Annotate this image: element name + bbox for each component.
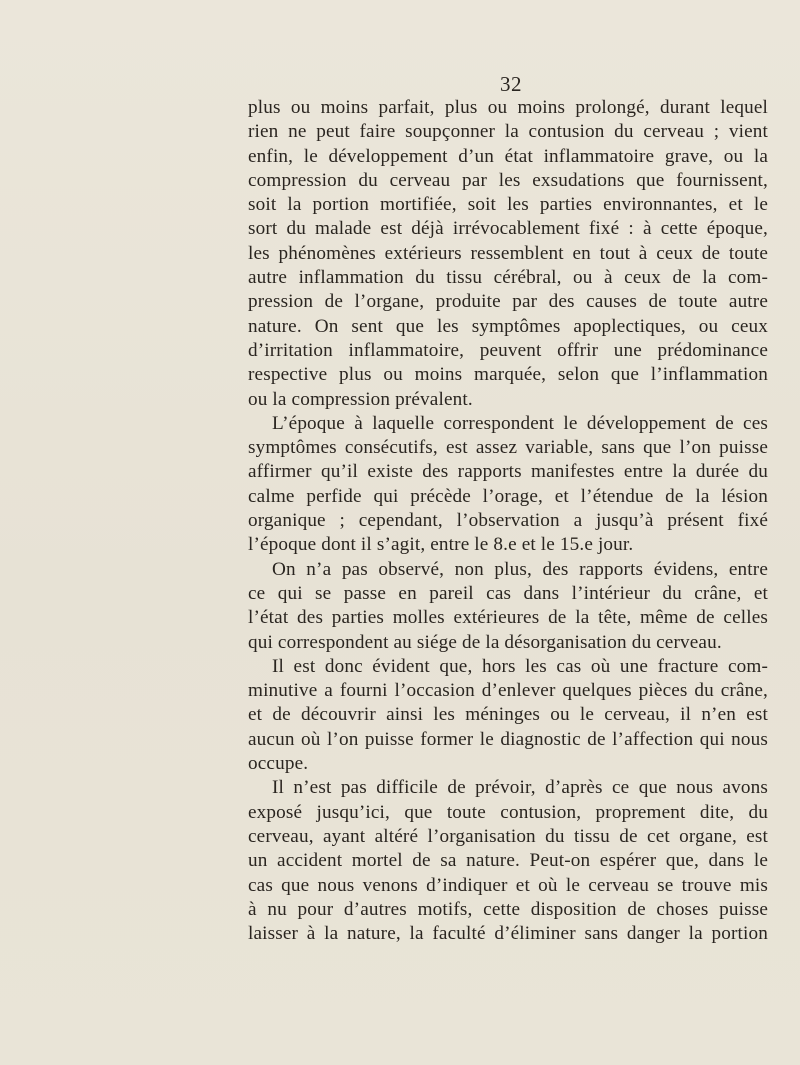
text-line: compression du cerveau par les exsudations que fournissent, [248,169,768,191]
paragraph-start: L’époque à laquelle correspondent le développement de ces [272,412,768,434]
page-number: 32 [500,72,522,96]
text-line: cerveau, ayant altéré l’organisation du tissu de cet organe, est [248,825,768,847]
text-line: d’irritation inflammatoire, peuvent offrir une prédominance [248,339,768,361]
text-line: autre inflammation du tissu cérébral, ou à ceux de la com- [248,267,768,289]
paragraph-start: Il n’est pas difficile de prévoir, d’après ce que nous avons [272,777,768,799]
text-line: cas que nous venons d’indiquer et où le cerveau se trouve mis [248,874,768,896]
text-line: occupe. [248,753,309,775]
body-text [248,96,768,946]
text-line: plus ou moins parfait, plus ou moins prolongé, durant lequel [248,97,768,118]
text-line: symptômes consécutifs, est assez variable, sans que l’on puisse [248,437,768,459]
text-line: à nu pour d’autres motifs, cette disposition de choses puisse [248,898,768,920]
text-line: pression de l’organe, produite par des causes de toute autre [248,291,768,313]
text-line: sort du malade est déjà irrévocablement fixé : à cette époque, [248,218,768,240]
text-line: organique ; cependant, l’observation a jusqu’à présent fixé [248,510,768,532]
text-line: aucun où l’on puisse former le diagnostic de l’affection qui nous [248,728,768,750]
text-line: nature. On sent que les symptômes apoplectiques, ou ceux [248,315,768,337]
text-line: les phénomènes extérieurs ressemblent en tout à ceux de toute [248,242,768,264]
paragraph-start: On n’a pas observé, non plus, des rapports évidens, entre [272,558,768,580]
text-line: exposé jusqu’ici, que toute contusion, proprement dite, du [248,801,768,823]
text-line: ce qui se passe en pareil cas dans l’intérieur du crâne, et [248,582,768,604]
text-line: l’état des parties molles extérieures de la tête, même de celles [248,607,768,629]
text-line: enfin, le développement d’un état inflammatoire grave, ou la [248,145,768,167]
text-line: l’époque dont il s’agit, entre le 8.e et le 15.e jour. [248,534,634,556]
text-line: calme perfide qui précède l’orage, et l’étendue de la lésion [248,485,768,507]
text-line: ou la compression prévalent. [248,388,473,410]
text-line: rien ne peut faire soupçonner la contusion du cerveau ; vient [248,121,768,143]
text-line: minutive a fourni l’occasion d’enlever quelques pièces du crâne, [248,680,768,702]
text-line: respective plus ou moins marquée, selon que l’inflammation [248,364,768,386]
text-line: laisser à la nature, la faculté d’éliminer sans danger la portion [248,923,768,945]
text-line: qui correspondent au siége de la désorganisation du cerveau. [248,631,722,653]
text-line: et de découvrir ainsi les méninges ou le cerveau, il n’en est [248,704,768,726]
text-line: soit la portion mortifiée, soit les parties environnantes, et le [248,194,768,216]
text-line: un accident mortel de sa nature. Peut-on espérer que, dans le [248,850,768,872]
paragraph-start: Il est donc évident que, hors les cas où une fracture com- [272,655,768,677]
text-line: affirmer qu’il existe des rapports manifestes entre la durée du [248,461,768,483]
